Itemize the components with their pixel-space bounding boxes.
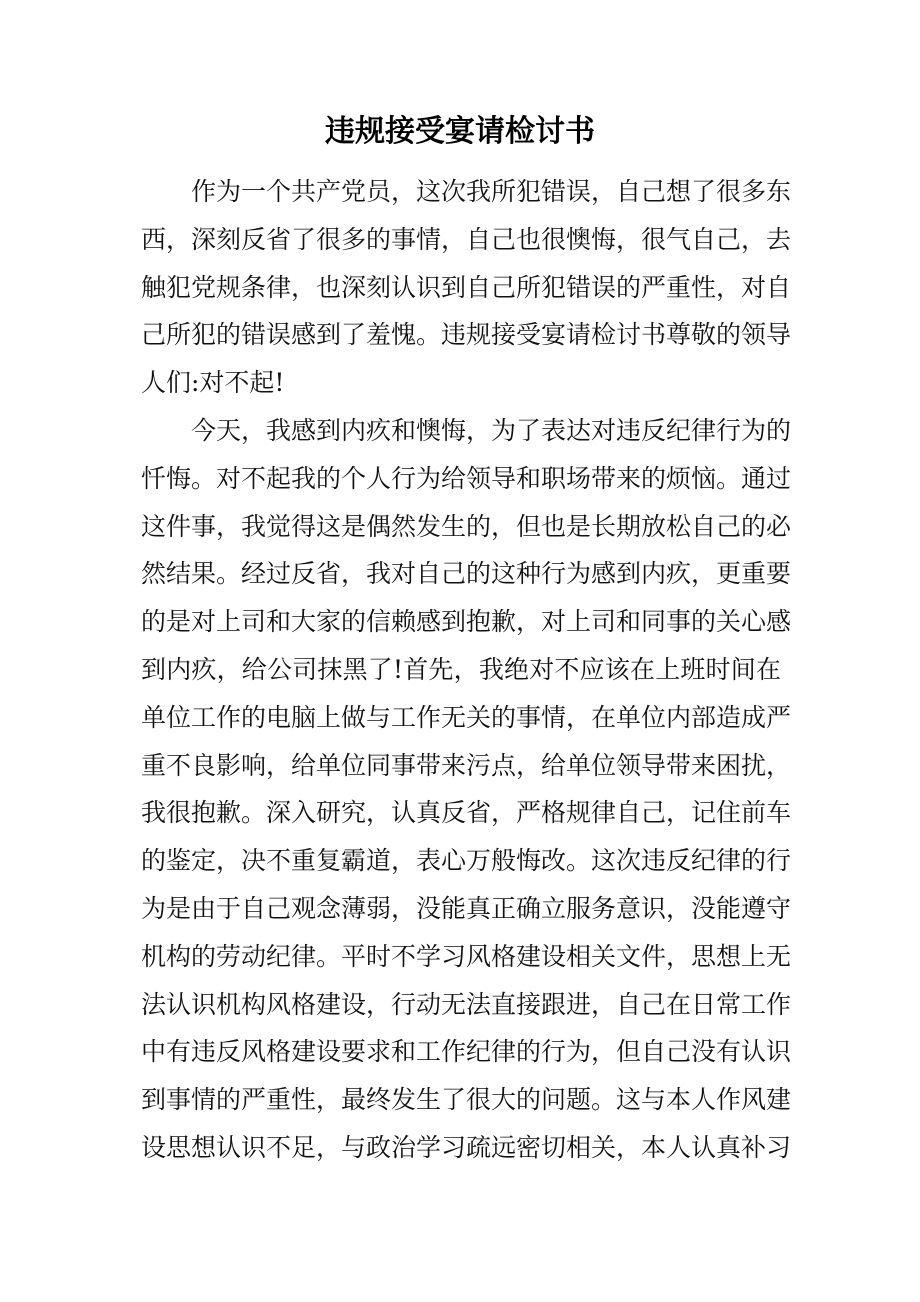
paragraph-line: 人们:对不起!	[141, 368, 285, 398]
paragraph-1	[141, 168, 792, 407]
paragraph-line: 作为一个共产党员，这次我所犯错误，自己想了很多东	[191, 177, 792, 206]
paragraph-line: 中有违反风格建设要求和工作纪律的行为，但自己没有认识	[141, 1037, 792, 1067]
paragraph-line: 忏悔。对不起我的个人行为给领导和职场带来的烦恼。通过	[141, 463, 792, 493]
paragraph-line: 这件事，我觉得这是偶然发生的，但也是长期放松自己的必	[141, 511, 792, 541]
paragraph-line: 己所犯的错误感到了羞愧。违规接受宴请检讨书尊敬的领导	[141, 320, 792, 350]
paragraph-line: 然结果。经过反省，我对自己的这种行为感到内疚，更重要	[141, 559, 792, 589]
paragraph-line: 单位工作的电脑上做与工作无关的事情，在单位内部造成严	[141, 702, 792, 732]
document-body	[141, 168, 792, 1172]
paragraph-line: 为是由于自己观念薄弱，没能真正确立服务意识，没能遵守	[141, 893, 792, 923]
paragraph-line: 法认识机构风格建设，行动无法直接跟进，自己在日常工作	[141, 989, 792, 1019]
paragraph-line: 机构的劳动纪律。平时不学习风格建设相关文件，思想上无	[141, 941, 792, 971]
paragraph-line: 我很抱歉。深入研究，认真反省，严格规律自己，记住前车	[141, 798, 792, 828]
document-title: 违规接受宴请检讨书	[325, 114, 595, 149]
paragraph-line: 重不良影响，给单位同事带来污点，给单位领导带来困扰，	[141, 750, 792, 780]
paragraph-line: 西，深刻反省了很多的事情，自己也很懊悔，很气自己，去	[141, 224, 792, 254]
paragraph-line: 今天，我感到内疚和懊悔，为了表达对违反纪律行为的	[191, 415, 792, 445]
paragraph-line: 到事情的严重性，最终发生了很大的问题。这与本人作风建	[141, 1085, 792, 1115]
paragraph-line: 设思想认识不足，与政治学习疏远密切相关，本人认真补习	[141, 1132, 792, 1162]
paragraph-line: 触犯党规条律，也深刻认识到自己所犯错误的严重性，对自	[141, 272, 792, 302]
paragraph-line: 的是对上司和大家的信赖感到抱歉，对上司和同事的关心感	[141, 607, 792, 637]
paragraph-line: 的鉴定，决不重复霸道，表心万般悔改。这次违反纪律的行	[141, 846, 792, 876]
paragraph-2	[141, 407, 792, 1172]
paragraph-line: 到内疚，给公司抹黑了!首先，我绝对不应该在上班时间在	[141, 654, 781, 684]
